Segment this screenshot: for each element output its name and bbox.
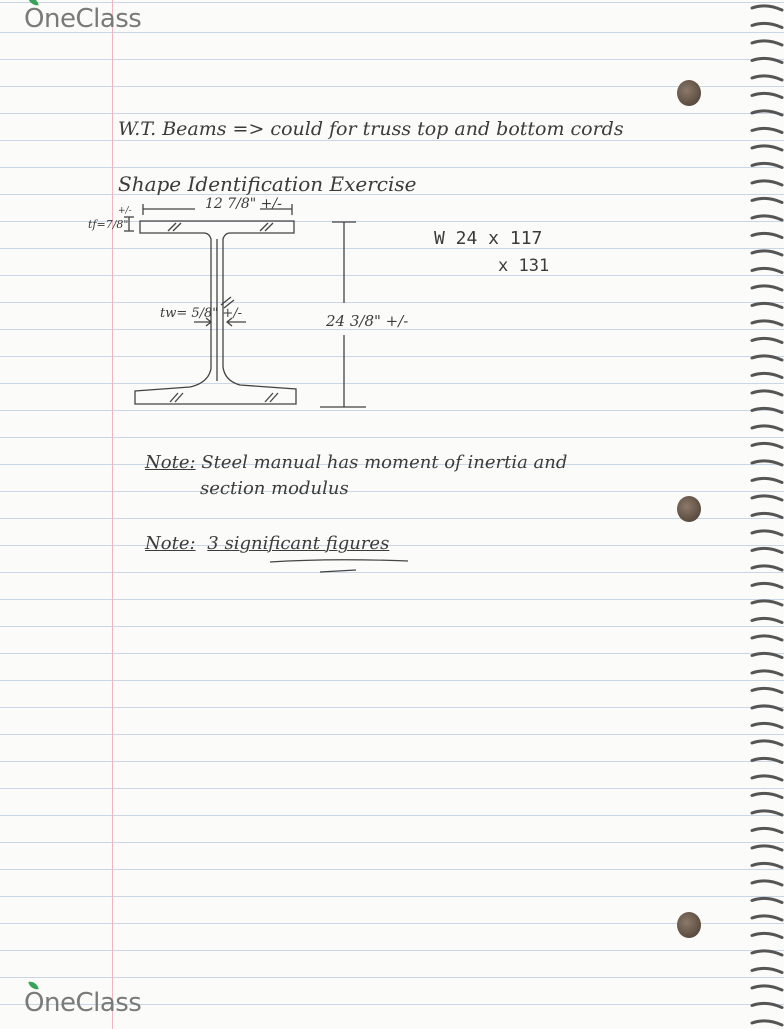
spiral-coil [752, 251, 782, 255]
note-line-wt-beams: W.T. Beams => could for truss top and bottom cords [118, 118, 624, 140]
spiral-coil [752, 688, 782, 692]
spiral-coil [752, 216, 782, 220]
spiral-coil [752, 653, 782, 657]
flange-thickness-tolerance: +/- [118, 206, 132, 216]
designation-1: W 24 x 117 [434, 228, 543, 249]
spiral-coil [752, 898, 782, 902]
spiral-coil [752, 391, 782, 395]
note-2-label: Note: [145, 533, 196, 554]
note-2-text: 3 significant figures [207, 533, 390, 554]
spiral-coil [752, 443, 782, 447]
note-2 [145, 533, 389, 554]
exercise-heading: Shape Identification Exercise [118, 172, 417, 196]
spiral-coil [752, 513, 782, 517]
spiral-coil [752, 408, 782, 412]
spiral-coil [752, 181, 782, 185]
spiral-coil [752, 41, 782, 45]
spiral-coil [752, 426, 782, 430]
spiral-coil [752, 76, 782, 80]
emphasis-underline [270, 558, 410, 576]
spiral-coil [752, 93, 782, 97]
spiral-coil [752, 828, 782, 832]
flange-width-label: 12 7/8" +/- [205, 196, 282, 212]
flange-thickness-label: tf=7/8" [88, 218, 129, 231]
spiral-coil [752, 198, 782, 202]
spiral-coil [752, 583, 782, 587]
spiral-coil [752, 373, 782, 377]
spiral-coil [752, 741, 782, 745]
spiral-coil [752, 933, 782, 937]
note-1-label: Note: [145, 452, 196, 473]
spiral-coil [752, 1003, 782, 1007]
spiral-coil [752, 968, 782, 972]
spiral-coil [752, 478, 782, 482]
oneclass-logo-top: O neClass [24, 4, 141, 34]
spiral-coil [752, 1021, 782, 1025]
spiral-coil [752, 863, 782, 867]
spiral-coil [752, 233, 782, 237]
margin-line [112, 0, 113, 1029]
spiral-coil [752, 531, 782, 535]
spiral-coil [752, 951, 782, 955]
spiral-coil [752, 723, 782, 727]
spiral-coil [752, 461, 782, 465]
spiral-coil [752, 758, 782, 762]
leaf-icon [28, 0, 38, 7]
spiral-coil [752, 793, 782, 797]
spiral-coil [752, 268, 782, 272]
designation-2: x 131 [498, 256, 550, 276]
spiral-coil [752, 916, 782, 920]
spiral-coil [752, 6, 782, 10]
spiral-coil [752, 881, 782, 885]
depth-label: 24 3/8" +/- [326, 312, 409, 330]
spiral-coil [752, 671, 782, 675]
spiral-coil [752, 163, 782, 167]
i-beam-sketch [80, 195, 410, 415]
spiral-coil [752, 566, 782, 570]
spiral-coil [752, 356, 782, 360]
spiral-coil [752, 146, 782, 150]
spiral-coil [752, 58, 782, 62]
spiral-coil [752, 811, 782, 815]
spiral-coil [752, 321, 782, 325]
spiral-coil [752, 338, 782, 342]
leaf-icon [28, 980, 38, 990]
spiral-coil [752, 706, 782, 710]
binder-hole-middle [677, 496, 701, 522]
spiral-coil [752, 776, 782, 780]
spiral-coil [752, 128, 782, 132]
spiral-coil [752, 618, 782, 622]
spiral-coil [752, 111, 782, 115]
note-1 [145, 452, 567, 473]
note-1-text: Steel manual has moment of inertia and [201, 452, 568, 473]
binder-hole-top [677, 80, 701, 106]
spiral-binding [746, 0, 784, 1029]
web-thickness-label: tw= 5/8" +/- [160, 306, 243, 321]
binder-hole-bottom [677, 912, 701, 938]
spiral-coil [752, 601, 782, 605]
note-1-continued: section modulus [200, 478, 349, 499]
spiral-coil [752, 23, 782, 27]
spiral-coil [752, 636, 782, 640]
spiral-coil [752, 496, 782, 500]
spiral-coil [752, 548, 782, 552]
spiral-coil [752, 286, 782, 290]
spiral-coil [752, 846, 782, 850]
spiral-coil [752, 303, 782, 307]
oneclass-logo-bottom: O neClass [24, 988, 141, 1018]
spiral-coil [752, 986, 782, 990]
